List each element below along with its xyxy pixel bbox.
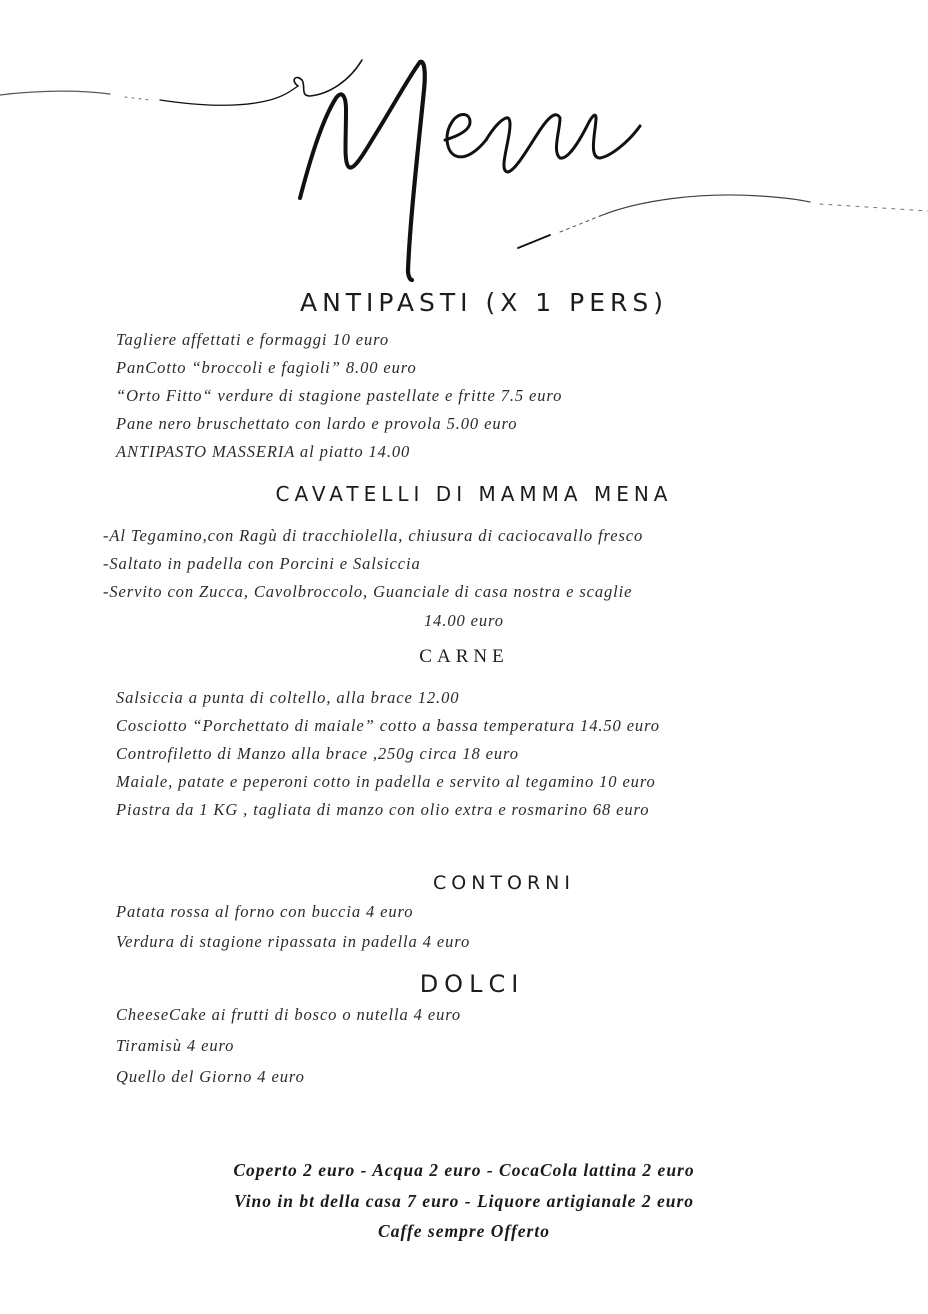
- menu-item-price: 14.00 euro: [424, 611, 504, 630]
- menu-item: -Servito con Zucca, Cavolbroccolo, Guanciale di casa nostra e scaglie: [103, 582, 633, 601]
- menu-item: -Saltato in padella con Porcini e Salsiccia: [103, 554, 421, 573]
- section-title-antipasti: ANTIPASTI (X 1 PERS): [299, 288, 669, 317]
- footer-line: Coperto 2 euro - Acqua 2 euro - CocaCola lattina 2 euro: [233, 1160, 695, 1180]
- menu-item: PanCotto “broccoli e fagioli” 8.00 euro: [116, 358, 417, 377]
- section-title-contorni: CONTORNI: [432, 872, 575, 894]
- menu-item: Tiramisù 4 euro: [116, 1036, 235, 1055]
- section-title-carne: CARNE: [419, 646, 509, 667]
- left-flourish-line: [0, 91, 110, 95]
- right-flourish-line: [518, 235, 550, 248]
- menu-item: Quello del Giorno 4 euro: [116, 1067, 305, 1086]
- footer-line: Caffe sempre Offerto: [378, 1221, 550, 1241]
- menu-item: ANTIPASTO MASSERIA al piatto 14.00: [116, 442, 411, 461]
- section-title-cavatelli: CAVATELLI DI MAMMA MENA: [275, 482, 673, 506]
- menu-item: Controfiletto di Manzo alla brace ,250g circa 18 euro: [116, 744, 519, 763]
- menu-item: Patata rossa al forno con buccia 4 euro: [116, 902, 414, 921]
- menu-item: Pane nero bruschettato con lardo e provola 5.00 euro: [116, 414, 518, 433]
- menu-item: Verdura di stagione ripassata in padella 4 euro: [116, 932, 471, 951]
- menu-item: Piastra da 1 KG , tagliata di manzo con olio extra e rosmarino 68 euro: [116, 800, 650, 819]
- menu-item: “Orto Fitto“ verdure di stagione pastellate e fritte 7.5 euro: [116, 386, 563, 405]
- menu-item: Maiale, patate e peperoni cotto in padella e servito al tegamino 10 euro: [116, 772, 656, 791]
- menu-item: Salsiccia a punta di coltello, alla brace 12.00: [116, 688, 460, 707]
- menu-item: Tagliere affettati e formaggi 10 euro: [116, 330, 390, 349]
- menu-item: -Al Tegamino,con Ragù di tracchiolella, chiusura di caciocavallo fresco: [103, 526, 644, 545]
- menu-script-title: [0, 40, 928, 300]
- footer-line: Vino in bt della casa 7 euro - Liquore artigianale 2 euro: [233, 1191, 695, 1211]
- menu-item: CheeseCake ai frutti di bosco o nutella 4 euro: [116, 1005, 462, 1024]
- section-title-dolci: DOLCI: [419, 970, 525, 998]
- menu-item: Cosciotto “Porchettato di maiale” cotto a bassa temperatura 14.50 euro: [116, 716, 660, 735]
